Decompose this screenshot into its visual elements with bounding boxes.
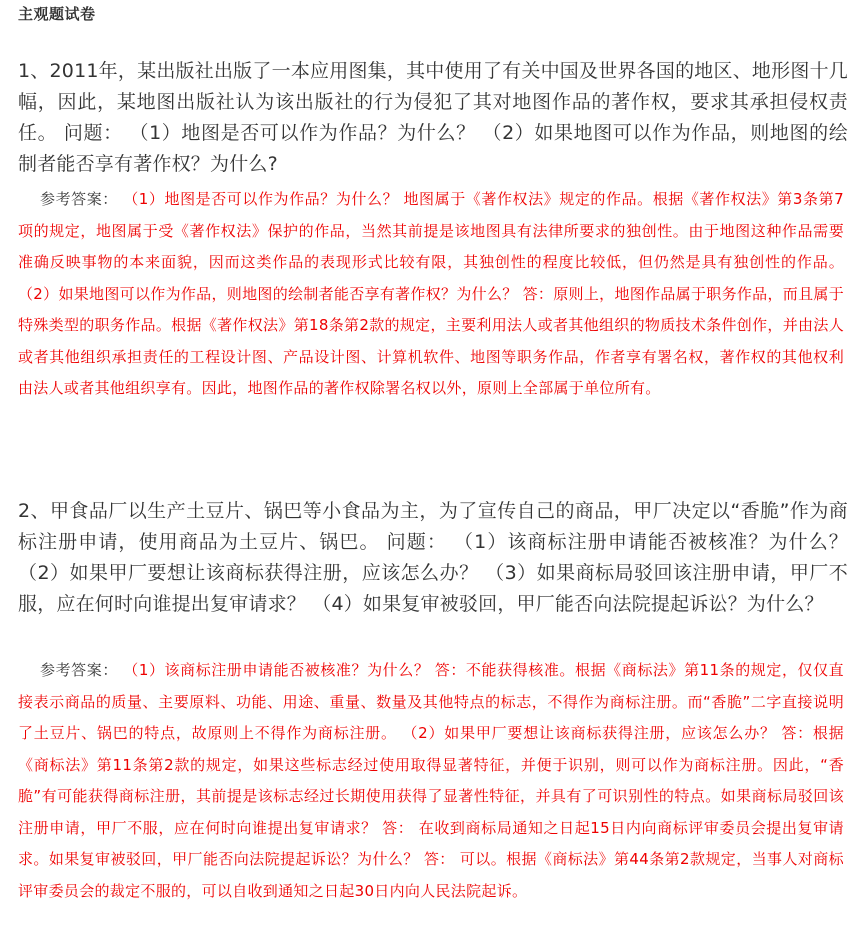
- answer-1-text: （1）地图是否可以作为作品？为什么？ 地图属于《著作权法》规定的作品。根据《著作权法》第3条第7项的规定，地图属于受《著作权法》保护的作品，当然其前提是该地图具有法律所要求的独创性。由于地图这种作品需要准确反映事物的本来面貌，因而这类作品的表现形式比较有限，其独创性的程度比较低，但仍然是具有独创性的作品。 （2）如果地图可以作为作品，则地图的绘制者能否享有著作权？为什么？ 答：原则上，地图作品属于职务作品，而且属于特殊类型的职务作品。根据《著作权法》第18条第2款的规定，主要利用法人或者其他组织的物质技术条件创作，并由法人或者其他组织承担责任的工程设计图、产品设计图、计算机软件、地图等职务作品，作者享有署名权，著作权的其他权利由法人或者其他组织享有。因此，地图作品的著作权除署名权以外，原则上全部属于单位所有。: [18, 190, 844, 397]
- answer-1-block: [18, 184, 844, 405]
- question-2-text: 2、甲食品厂以生产土豆片、锅巴等小食品为主，为了宣传自己的商品，甲厂决定以“香脆”作为商标注册申请，使用商品为土豆片、锅巴。 问题： （1）该商标注册申请能否被核准？为什么？ （2）如果甲厂要想让该商标获得注册，应该怎么办？ （3）如果商标局驳回该注册申请，甲厂不服，应在何时向谁提出复审请求？ （4）如果复审被驳回，甲厂能否向法院提起诉讼？为什么？: [18, 500, 848, 615]
- page-title: 主观题试卷: [18, 5, 96, 23]
- answer-2-text: （1）该商标注册申请能否被核准？为什么？ 答：不能获得核准。根据《商标法》第11条的规定，仅仅直接表示商品的质量、主要原料、功能、用途、重量、数量及其他特点的标志，不得作为商标注册。而“香脆”二字直接说明了土豆片、锅巴的特点，故原则上不得作为商标注册。 （2）如果甲厂要想让该商标获得注册，应该怎么办？ 答：根据《商标法》第11条第2款的规定，如果这些标志经过使用取得显著特征，并便于识别，则可以作为商标注册。因此，“香脆”有可能获得商标注册，其前提是该标志经过长期使用获得了显著性特征，并具有了可识别性的特点。如果商标局驳回该注册申请，甲厂不服，应在何时向谁提出复审请求？ 答： 在收到商标局通知之日起15日内向商标评审委员会提出复审请求。如果复审被驳回，甲厂能否向法院提起诉讼？为什么？ 答： 可以。根据《商标法》第44条第2款规定，当事人对商标评审委员会的裁定不服的，可以自收到通知之日起30日内向人民法院起诉。: [18, 661, 844, 900]
- answer-2-block: [18, 655, 844, 907]
- answer-1-label: 参考答案：: [40, 190, 118, 208]
- answer-2-label: 参考答案：: [40, 661, 118, 679]
- question-1-text: 1、2011年，某出版社出版了一本应用图集，其中使用了有关中国及世界各国的地区、地形图十几幅，因此，某地图出版社认为该出版社的行为侵犯了其对地图作品的著作权，要求其承担侵权责任。 问题： （1）地图是否可以作为作品？为什么？ （2）如果地图可以作为作品，则地图的绘制者能否享有著作权？为什么?: [18, 60, 848, 175]
